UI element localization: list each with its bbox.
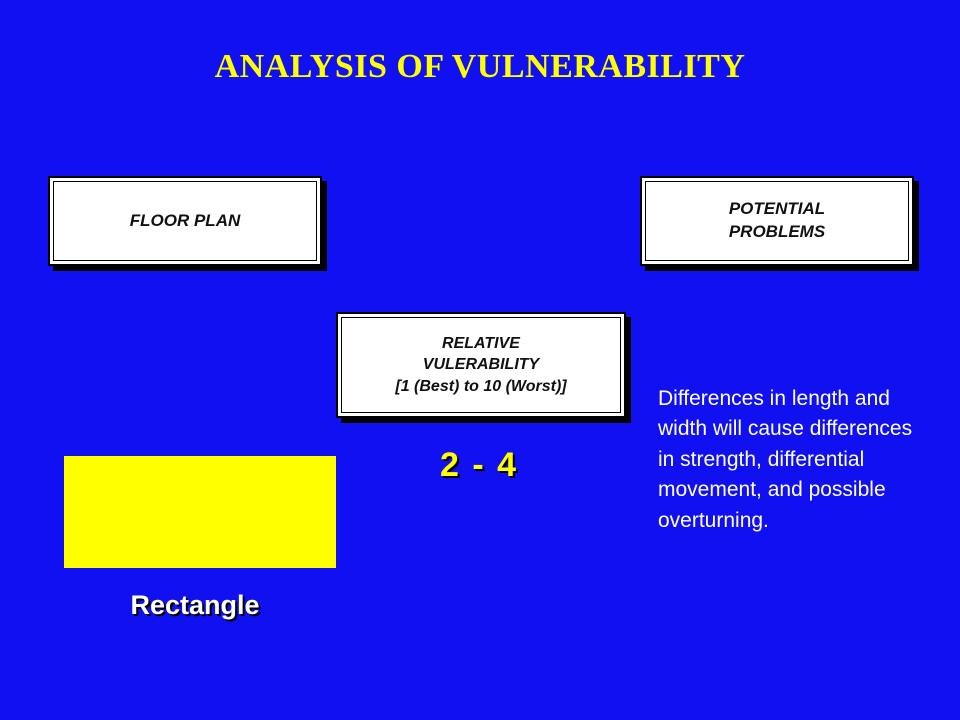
floor-plan-header-box xyxy=(48,176,322,266)
potential-problems-line2: PROBLEMS xyxy=(728,222,826,241)
relative-vulnerability-header-box xyxy=(336,312,626,418)
vulnerability-rating: 2 - 4 xyxy=(439,446,519,484)
page-title: ANALYSIS OF VULNERABILITY xyxy=(214,48,746,85)
potential-problems-header-box xyxy=(640,176,914,266)
rectangle-shape-icon xyxy=(64,456,336,568)
relative-vulnerability-line2: VULERABILITY xyxy=(422,356,540,374)
problem-description: Differences in length and width will cause differences in strength, differential movement, and possible overturning. xyxy=(658,387,913,532)
relative-vulnerability-scale: [1 (Best) to 10 (Worst)] xyxy=(395,377,567,395)
floor-plan-label: FLOOR PLAN xyxy=(129,210,241,230)
relative-vulnerability-line1: RELATIVE xyxy=(442,334,520,352)
potential-problems-line1: POTENTIAL xyxy=(728,199,826,219)
shape-label: Rectangle xyxy=(130,590,260,620)
